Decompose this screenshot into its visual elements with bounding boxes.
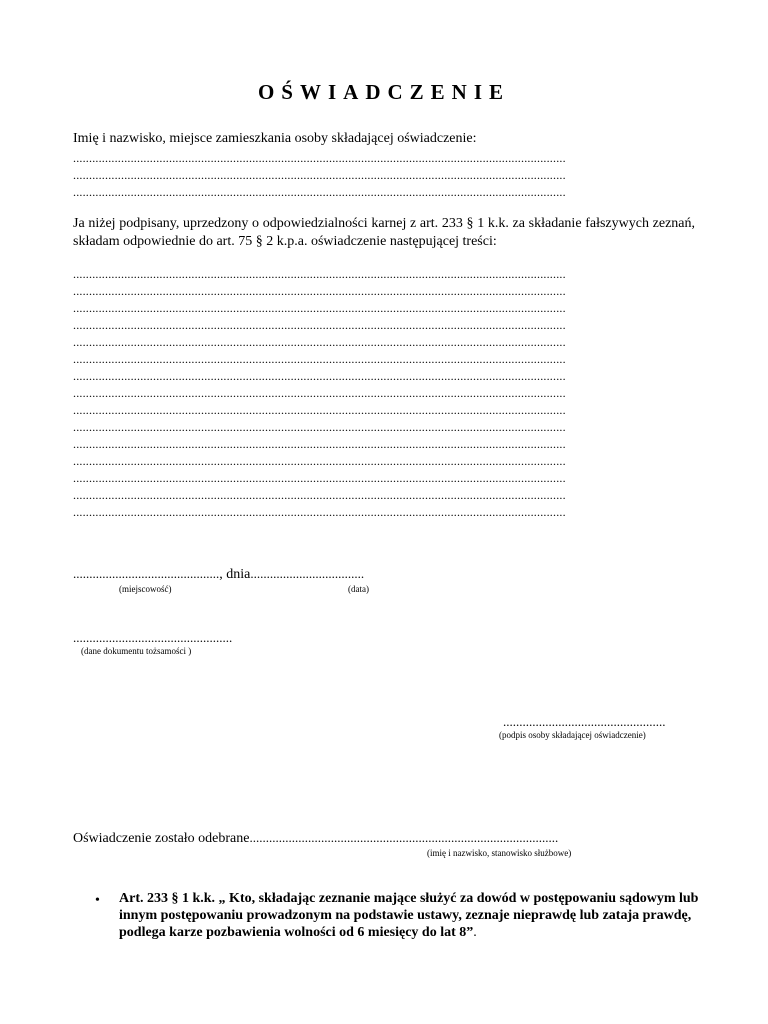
date-dots: ................................... [250, 566, 365, 581]
date-separator: , dnia [219, 567, 251, 582]
place-dots: ............................................. [73, 566, 220, 581]
received-dots: ............................................................................................... [249, 830, 559, 845]
statement-line-9[interactable]: .......................................................................................................................................................... [73, 403, 566, 417]
statement-line-11[interactable]: .......................................................................................................................................................... [73, 437, 566, 451]
statement-line-12[interactable]: .......................................................................................................................................................... [73, 454, 566, 468]
identity-document-caption: (dane dokumentu tożsamości ) [81, 646, 192, 656]
legal-footnote [119, 890, 699, 941]
place-date-line[interactable] [73, 566, 364, 583]
signature-caption: (podpis osoby składającej oświadczenie) [499, 730, 646, 740]
statement-line-1[interactable]: .......................................................................................................................................................... [73, 267, 566, 281]
date-caption: (data) [348, 584, 369, 594]
declarant-line-3[interactable]: .......................................................................................................................................................... [73, 185, 566, 199]
declarant-line-2[interactable]: .......................................................................................................................................................... [73, 168, 566, 182]
declarant-line-1[interactable]: .......................................................................................................................................................... [73, 151, 566, 165]
footnote-period: . [473, 925, 477, 940]
statement-line-7[interactable]: .......................................................................................................................................................... [73, 369, 566, 383]
bullet-icon: • [95, 893, 100, 908]
statement-line-4[interactable]: .......................................................................................................................................................... [73, 318, 566, 332]
received-label: Oświadczenie zostało odebrane [73, 831, 250, 846]
declarant-label: Imię i nazwisko, miejsce zamieszkania osoby składającej oświadczenie: [73, 131, 477, 146]
statement-line-3[interactable]: .......................................................................................................................................................... [73, 301, 566, 315]
place-caption: (miejscowość) [119, 584, 172, 594]
statement-line-5[interactable]: .......................................................................................................................................................... [73, 335, 566, 349]
document-title: OŚWIADCZENIE [257, 80, 511, 104]
declaration-paragraph: Ja niżej podpisany, uprzedzony o odpowiedzialności karnej z art. 233 § 1 k.k. za składanie fałszywych zeznań, składam odpowiednie do art. 75 § 2 k.p.a. oświadczenie następującej treści: [73, 216, 695, 249]
statement-line-14[interactable]: .......................................................................................................................................................... [73, 488, 566, 502]
statement-line-8[interactable]: .......................................................................................................................................................... [73, 386, 566, 400]
statement-line-10[interactable]: .......................................................................................................................................................... [73, 420, 566, 434]
statement-line-13[interactable]: .......................................................................................................................................................... [73, 471, 566, 485]
footnote-text: Art. 233 § 1 k.k. „ Kto, składając zeznanie mające służyć za dowód w postępowaniu sądowym lub innym postępowaniu prowadzonym na podstawie ustawy, zeznaje nieprawdę lub zataja prawdę, podlega karze pozbawienia wolności od 6 miesięcy do lat 8” [119, 891, 699, 940]
identity-document-line[interactable]: ................................................. [73, 630, 233, 645]
signature-line[interactable]: .................................................. [503, 714, 666, 729]
statement-line-6[interactable]: .......................................................................................................................................................... [73, 352, 566, 366]
statement-line-2[interactable]: .......................................................................................................................................................... [73, 284, 566, 298]
statement-line-15[interactable]: .......................................................................................................................................................... [73, 505, 566, 519]
received-caption: (imię i nazwisko, stanowisko służbowe) [427, 848, 572, 858]
received-line[interactable] [73, 830, 558, 847]
